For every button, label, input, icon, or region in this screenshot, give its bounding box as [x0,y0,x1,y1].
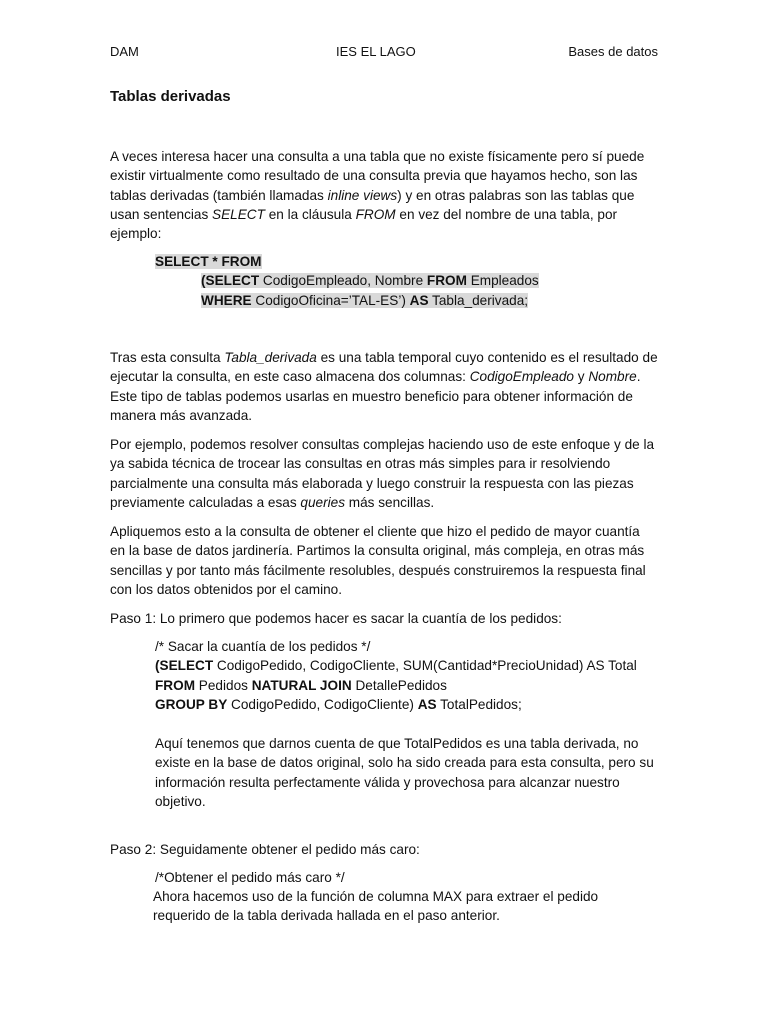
para2-text-e: y [573,369,589,385]
intro-italic-inline-views: inline views [327,187,398,203]
code-text: CodigoPedido, CodigoCliente) [227,696,418,712]
intro-italic-from: FROM [355,206,396,222]
paragraph-apliquemos: Apliquemos esto a la consulta de obtener el cliente que hizo el pedido de mayor cuantía en la base de datos jardinería. Partimos la consulta original, más compleja, en otras más sencillas y por tanto más fácilmente resolubles, después construiremos la respuesta final con los datos obtenidos por el camino. [110,524,646,597]
code-keyword: AS [417,696,437,712]
code-line [155,676,637,695]
paragraph-tabla-derivada [110,348,658,425]
para2-italic-tabla-derivada: Tabla_derivada [224,350,317,365]
code-comment: /*Obtener el pedido más caro */ [155,870,345,885]
code-text: CodigoEmpleado, Nombre [259,273,427,289]
code-keyword: FROM [155,677,196,693]
para2-text-c: es una tabla temporal cuyo contenido es el resultado de ejecutar la consulta, en este caso almacena dos columnas: [110,350,658,385]
code-line [155,695,637,714]
code-block-paso-1 [155,637,637,714]
code-text: Empleados [466,273,539,289]
note-totalpedidos: Aquí tenemos que darnos cuenta de que TotalPedidos es una tabla derivada, no existe en la base de datos original, solo ha sido creada para esta consulta, pero su información resulta perfectamente válida y provechosa para alcanzar nuestro objetivo. [155,736,654,809]
code-keyword: GROUP BY [155,696,228,712]
code-text: Tabla_derivada; [428,292,529,308]
paso-1-text: Paso 1: Lo primero que podemos hacer es sacar la cuantía de los pedidos: [110,611,562,626]
page-header [110,42,658,61]
para2-text-g: . Este tipo de tablas podemos usarlas en muestro beneficio para obtener información de manera más avanzada. [110,369,641,423]
code-text: CodigoOficina=’TAL-ES’) [251,292,410,308]
para3-text-c: más sencillas. [345,494,435,510]
code-text: CodigoPedido, CodigoCliente, SUM(Cantidad*PrecioUnidad) AS Total [213,658,637,674]
code-keyword: AS [409,292,429,308]
para3-text-a: Por ejemplo, podemos resolver consultas complejas haciendo uso de este enfoque y de la ya sabida técnica de trocear las consultas en otras más simples para ir resolviendo parcialmente una consulta más elaborada y luego construir la respuesta con las piezas previamente calculadas a esas [110,437,655,510]
code-keyword: SELECT * FROM [155,254,262,269]
header-left: DAM [110,44,139,59]
code-keyword: FROM [426,273,467,289]
section-title: Tablas derivadas [110,88,231,105]
intro-paragraph [110,147,658,243]
intro-text-e: en la cláusula [264,206,356,222]
code-keyword: (SELECT [155,658,214,674]
code-block-paso-2 [155,868,345,887]
para2-italic-nombre: Nombre [588,369,637,385]
intro-italic-select: SELECT [212,206,265,222]
header-right: Bases de datos [568,44,658,59]
header-center: IES EL LAGO [336,44,416,59]
code-line [155,291,539,310]
para2-italic-codigoempleado: CodigoEmpleado [469,369,574,385]
note-max: Ahora hacemos uso de la función de columna MAX para extraer el pedido requerido de la tabla derivada hallada en el paso anterior. [153,889,599,924]
intro-text-a: A veces interesa hacer una consulta a una tabla que no existe físicamente pero sí puede existir virtualmente como resultado de una consulta previa que hayamos hecho, son las tablas derivadas (también llamadas [110,149,645,203]
paso-2-text: Paso 2: Seguidamente obtener el pedido más caro: [110,842,420,857]
code-keyword: (SELECT [201,273,260,289]
code-text: TotalPedidos; [436,696,522,712]
intro-text-g: en vez del nombre de una tabla, por ejemplo: [110,206,618,242]
para2-text-a: Tras esta consulta [110,350,225,365]
para3-italic-queries: queries [300,494,346,510]
code-line [155,271,539,290]
code-keyword: WHERE [201,292,252,308]
code-line [155,656,637,675]
code-keyword: NATURAL JOIN [251,677,352,693]
code-block-example [155,252,539,310]
code-comment: /* Sacar la cuantía de los pedidos */ [155,639,371,654]
intro-text-c: ) y en otras palabras son las tablas que usan sentencias [110,187,635,222]
code-text: DetallePedidos [351,677,447,693]
code-line [155,252,539,271]
paragraph-por-ejemplo [110,435,658,512]
code-text: Pedidos [195,677,252,693]
